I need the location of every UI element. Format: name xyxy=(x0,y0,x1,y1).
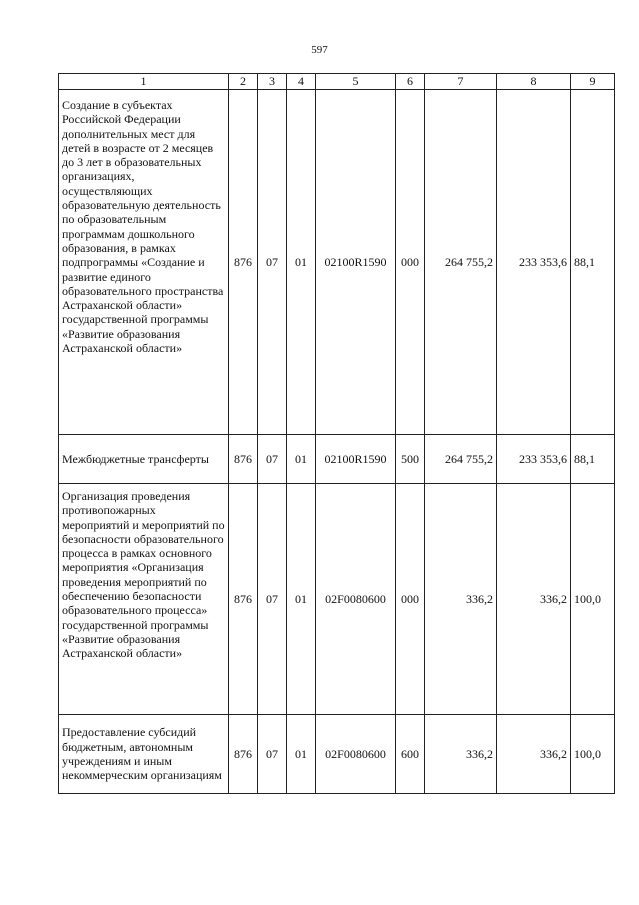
cell-code-4: 01 xyxy=(287,90,316,435)
cell-code-2: 876 xyxy=(229,435,258,484)
column-header: 4 xyxy=(287,74,316,90)
row-name-cell xyxy=(59,435,229,484)
cell-code-4: 01 xyxy=(287,715,316,794)
cell-code-6: 000 xyxy=(396,484,425,715)
cell-code-6: 000 xyxy=(396,90,425,435)
cell-code-3: 07 xyxy=(258,484,287,715)
row-name: Межбюджетные трансферты xyxy=(62,451,209,466)
row-name: Предоставление субсидий бюджетным, автономным учреждениям и иным некоммерческим организациям xyxy=(62,725,222,783)
cell-amount-7: 336,2 xyxy=(425,484,497,715)
row-name: Организация проведения противопожарных мероприятий и мероприятий по безопасности образовательного процесса в рамках основного мероприятия «Организация проведения мероприятий по обеспечению безопасности образовательного процесса» государственной программы «Развитие образования Астраханской области» xyxy=(62,489,225,661)
cell-amount-7: 264 755,2 xyxy=(425,435,497,484)
cell-code-2: 876 xyxy=(229,715,258,794)
column-header: 1 xyxy=(59,74,229,90)
row-name-cell xyxy=(59,90,229,435)
cell-amount-8: 336,2 xyxy=(497,715,571,794)
cell-code-3: 07 xyxy=(258,90,287,435)
column-header: 7 xyxy=(425,74,497,90)
cell-amount-8: 233 353,6 xyxy=(497,435,571,484)
cell-percent-9: 100,0 xyxy=(571,715,615,794)
cell-code-6: 500 xyxy=(396,435,425,484)
column-header: 2 xyxy=(229,74,258,90)
budget-table xyxy=(58,73,615,794)
cell-percent-9: 100,0 xyxy=(571,484,615,715)
cell-amount-7: 264 755,2 xyxy=(425,90,497,435)
cell-code-5: 02100R1590 xyxy=(316,435,396,484)
cell-percent-9: 88,1 xyxy=(571,90,615,435)
cell-code-4: 01 xyxy=(287,484,316,715)
row-name-cell xyxy=(59,715,229,794)
cell-code-5: 02F0080600 xyxy=(316,484,396,715)
cell-code-2: 876 xyxy=(229,484,258,715)
table-row xyxy=(59,90,615,435)
table-row xyxy=(59,435,615,484)
column-header: 3 xyxy=(258,74,287,90)
cell-code-3: 07 xyxy=(258,435,287,484)
cell-code-4: 01 xyxy=(287,435,316,484)
column-header: 6 xyxy=(396,74,425,90)
cell-amount-8: 233 353,6 xyxy=(497,90,571,435)
table-row xyxy=(59,484,615,715)
cell-amount-7: 336,2 xyxy=(425,715,497,794)
column-header: 9 xyxy=(571,74,615,90)
header-row xyxy=(59,74,615,90)
cell-amount-8: 336,2 xyxy=(497,484,571,715)
cell-code-5: 02100R1590 xyxy=(316,90,396,435)
cell-code-5: 02F0080600 xyxy=(316,715,396,794)
row-name-cell xyxy=(59,484,229,715)
cell-percent-9: 88,1 xyxy=(571,435,615,484)
column-header: 5 xyxy=(316,74,396,90)
row-name: Создание в субъектах Российской Федерации дополнительных мест для детей в возрасте от 2 месяцев до 3 лет в образовательных организациях, осуществляющих образовательную деятельность по образовательным программам дошкольного образования, в рамках подпрограммы «Создание и развитие единого образовательного пространства Астраханской области» государственной программы «Развитие образования Астраханской области» xyxy=(62,98,224,356)
cell-code-3: 07 xyxy=(258,715,287,794)
column-header: 8 xyxy=(497,74,571,90)
page-number: 597 xyxy=(311,44,328,56)
table-row xyxy=(59,715,615,794)
cell-code-6: 600 xyxy=(396,715,425,794)
cell-code-2: 876 xyxy=(229,90,258,435)
